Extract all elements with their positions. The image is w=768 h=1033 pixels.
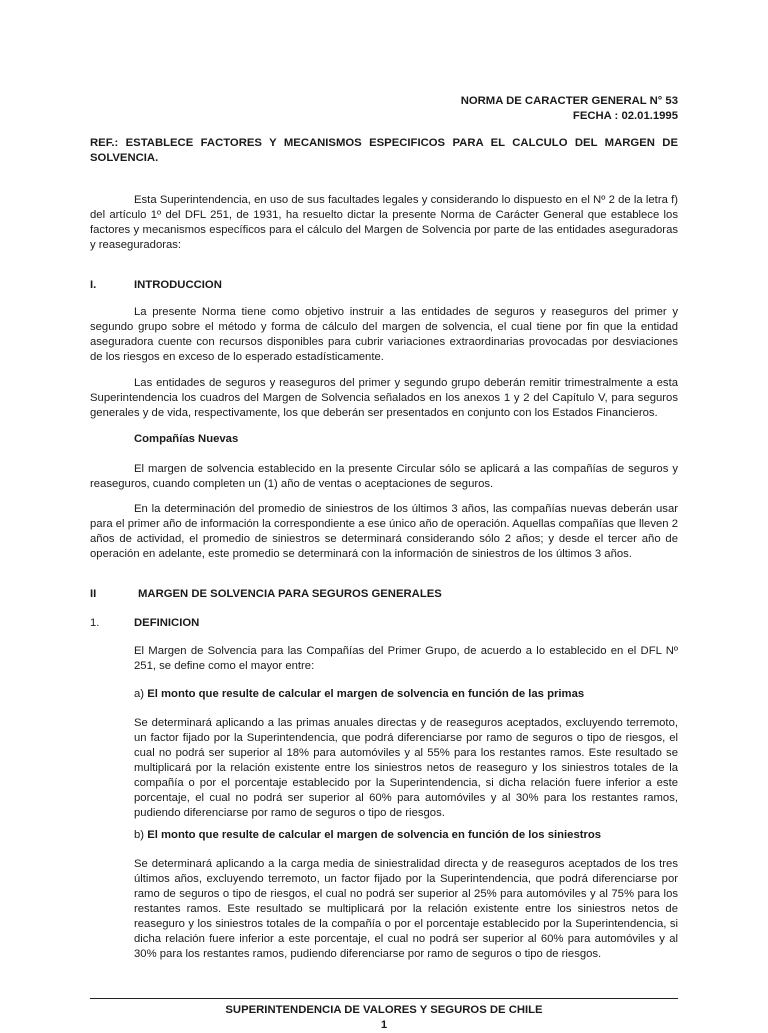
reference-title: REF.: ESTABLECE FACTORES Y MECANISMOS ESPECIFICOS PARA EL CALCULO DEL MARGEN DE SOLVENCIA. <box>90 137 678 164</box>
section-1-paragraph-3: El margen de solvencia establecido en la presente Circular sólo se aplicará a las compañías de seguros y reaseguros, cuando completen un (1) año de ventas o aceptaciones de seguros. <box>90 463 678 490</box>
norma-date: FECHA : 02.01.1995 <box>572 110 678 122</box>
section-1-paragraph-1: La presente Norma tiene como objetivo instruir a las entidades de seguros y reaseguros del primer y segundo grupo sobre el método y forma de cálculo del margen de solvencia, el cual tiene por fin que la entidad aseguradora cuente con recursos disponibles para cubrir variaciones extraordinarias provocadas por desviaciones de los riesgos en exceso de lo esperado estadísticamente. <box>90 306 678 363</box>
footer-text: SUPERINTENDENCIA DE VALORES Y SEGUROS DE CHILE <box>225 1004 543 1016</box>
section-2-number: II <box>90 588 97 600</box>
companias-nuevas-heading: Compañías Nuevas <box>134 433 239 445</box>
definition-paragraph: El Margen de Solvencia para las Compañías del Primer Grupo, de acuerdo a lo establecido en el DFL Nº 251, se define como el mayor entre: <box>134 645 678 672</box>
item-b-heading <box>134 828 678 843</box>
intro-paragraph: Esta Superintendencia, en uso de sus facultades legales y considerando lo dispuesto en el Nº 2 de la letra f) del artículo 1º del DFL 251, de 1931, ha resuelto dictar la presente Norma de Carácter General que establece los factores y mecanismos específicos para el cálculo del Margen de Solvencia por parte de las entidades aseguradoras y reaseguradoras: <box>90 194 678 251</box>
section-2-title: MARGEN DE SOLVENCIA PARA SEGUROS GENERALES <box>138 588 442 600</box>
section-1-paragraph-2: Las entidades de seguros y reaseguros del primer y segundo grupo deberán remitir trimestralmente a esta Superintendencia los cuadros del Margen de Solvencia señalados en los anexos 1 y 2 del Capítulo V, para seguros generales y de vida, respectivamente, los que deberán ser presentados en conjunto con los Estados Financieros. <box>90 377 678 419</box>
item-b-label: b) <box>134 829 148 841</box>
section-1-title: INTRODUCCION <box>134 279 222 291</box>
item-a-heading <box>134 687 678 702</box>
item-b-paragraph: Se determinará aplicando a la carga media de siniestralidad directa y de reaseguros aceptados de los tres últimos años, excluyendo terremoto, un factor fijado por la Superintendencia, que podrá diferenciarse por ramo de seguros o tipo de riesgos, el cual no podrá ser superior al 25% para automóviles y al 75% para los restantes ramos. Este resultado se multiplicará por la relación existente entre los siniestros netos de reaseguro y los siniestros totales de la compañía o por el porcentaje establecido por la Superintendencia, si dicha relación fuere inferior a este porcentaje, el cual no podrá ser superior al 60% para automóviles y al 30% para los restantes ramos, pudiendo diferenciarse por ramo de seguros o tipo de riesgos. <box>134 858 678 960</box>
document-page <box>90 0 678 1031</box>
page-number: 1 <box>380 1019 388 1031</box>
section-1-paragraph-4: En la determinación del promedio de siniestros de los últimos 3 años, las compañías nuevas deberán usar para el primer año de información la correspondiente a ese único año de operación. Aquellas compañías que lleven 2 años de actividad, el promedio de siniestros se determinará considerando sólo 2 años; y desde el tercer año de operación en adelante, este promedio se determinará con la información de siniestros de los últimos 3 años. <box>90 503 678 560</box>
subsection-1-number: 1. <box>90 617 100 629</box>
section-1-number: I. <box>90 279 97 291</box>
norma-number: NORMA DE CARACTER GENERAL N° 53 <box>460 95 678 107</box>
item-a-title: El monto que resulte de calcular el margen de solvencia en función de las primas <box>147 688 585 700</box>
subsection-1-title: DEFINICION <box>134 617 200 629</box>
item-a-paragraph: Se determinará aplicando a las primas anuales directas y de reaseguros aceptados, excluyendo terremoto, un factor fijado por la Superintendencia, que podrá diferenciarse por ramo de seguros o tipo de riesgos, el cual no podrá ser superior al 18% para automóviles y al 55% para los restantes ramos. Este resultado se multiplicará por la relación existente entre los siniestros netos de reaseguro y los siniestros totales de la compañía o por el porcentaje establecido por la Superintendencia, si dicha relación fuere inferior a este porcentaje, el cual no podrá ser superior al 60% para automóviles y al 30% para los restantes ramos, pudiendo diferenciarse por ramo de seguros o tipo de riesgos. <box>134 717 678 819</box>
item-a-label: a) <box>134 688 148 700</box>
item-b-title: El monto que resulte de calcular el margen de solvencia en función de los siniestros <box>147 829 602 841</box>
footer-divider <box>90 998 678 999</box>
